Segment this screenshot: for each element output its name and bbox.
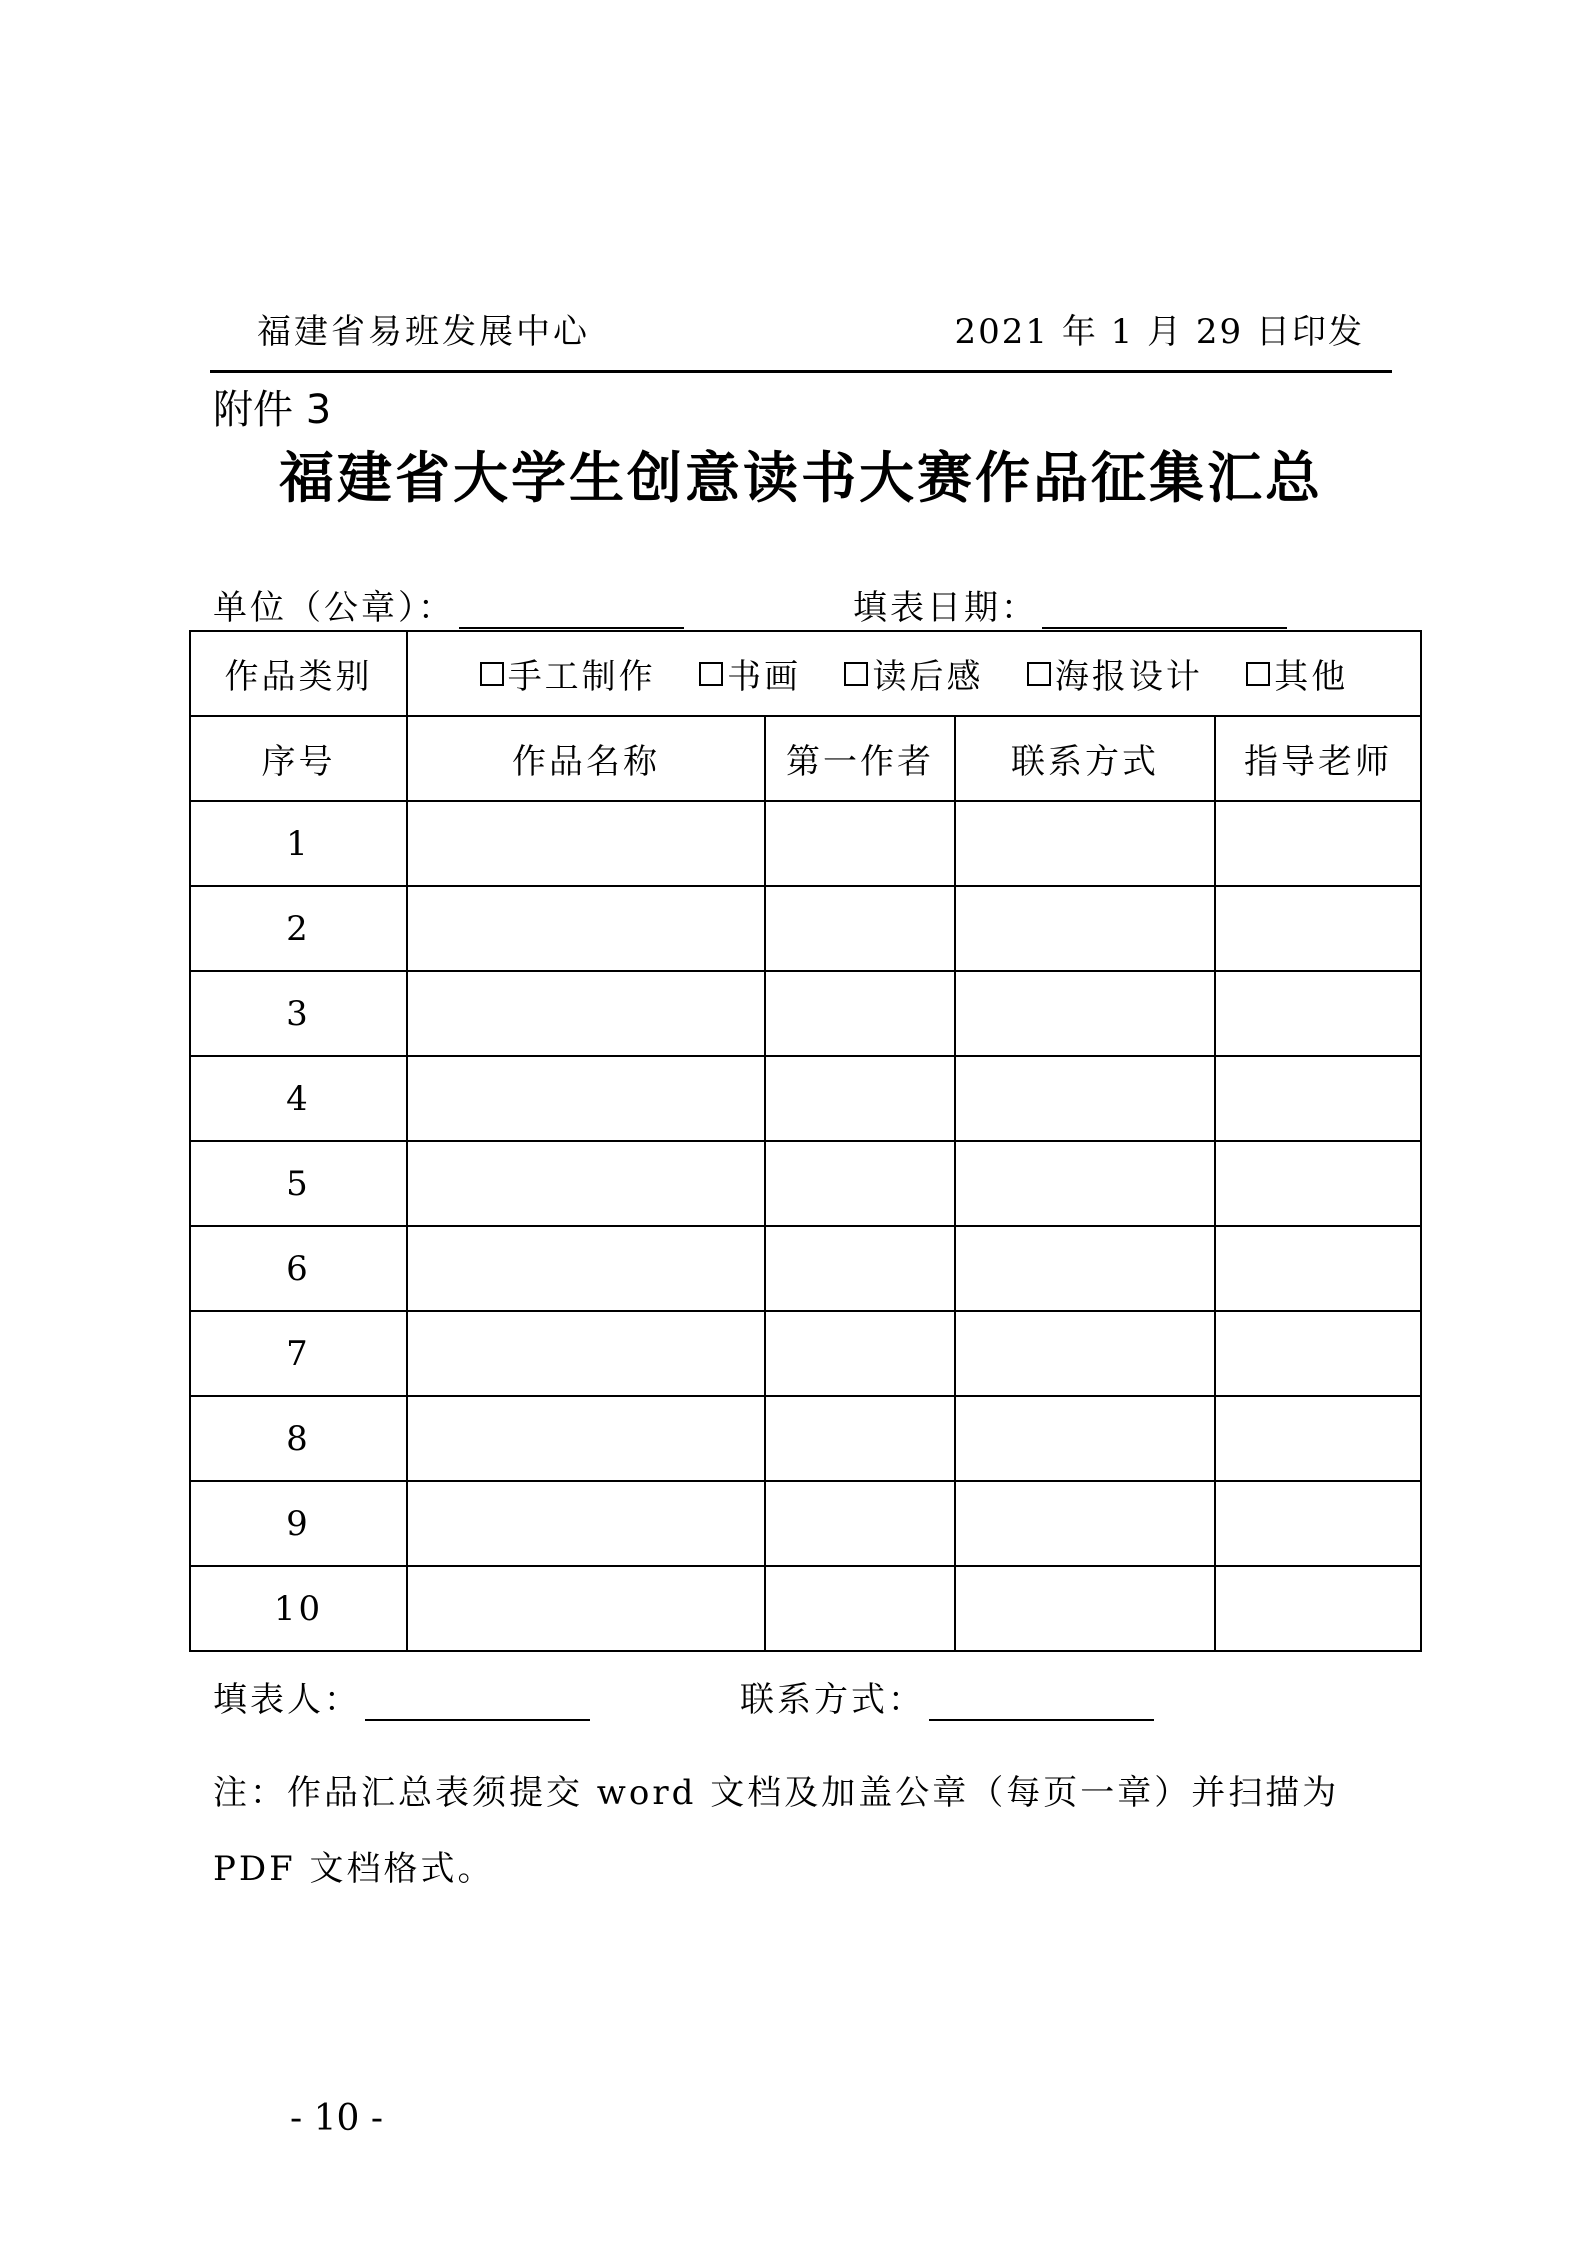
table-cell[interactable] bbox=[955, 1566, 1215, 1651]
category-option[interactable]: 海报设计 bbox=[1027, 649, 1203, 698]
row-number: 10 bbox=[190, 1566, 407, 1651]
table-cell[interactable] bbox=[407, 1481, 765, 1566]
checkbox-icon[interactable] bbox=[1027, 662, 1051, 686]
submission-table bbox=[189, 630, 1422, 1652]
table-row bbox=[190, 1566, 1421, 1651]
table-cell[interactable] bbox=[407, 886, 765, 971]
table-cell[interactable] bbox=[765, 1056, 955, 1141]
table-cell[interactable] bbox=[1215, 1311, 1421, 1396]
table-cell[interactable] bbox=[765, 801, 955, 886]
category-option[interactable]: 书画 bbox=[699, 649, 801, 698]
table-cell[interactable] bbox=[1215, 971, 1421, 1056]
table-row bbox=[190, 1141, 1421, 1226]
table-cell[interactable] bbox=[765, 1141, 955, 1226]
table-cell[interactable] bbox=[407, 1311, 765, 1396]
table-row bbox=[190, 1311, 1421, 1396]
column-header: 第一作者 bbox=[765, 716, 955, 801]
category-option[interactable]: 手工制作 bbox=[480, 649, 656, 698]
category-options bbox=[407, 631, 1421, 716]
table-cell[interactable] bbox=[407, 1141, 765, 1226]
row-number: 2 bbox=[190, 886, 407, 971]
column-header: 指导老师 bbox=[1215, 716, 1421, 801]
unit-label: 单位（公章）： bbox=[213, 588, 455, 628]
note-text: 注：作品汇总表须提交 word 文档及加盖公章（每页一章）并扫描为 PDF 文档格式。 bbox=[213, 1773, 1340, 1889]
table-cell[interactable] bbox=[955, 1226, 1215, 1311]
table-row bbox=[190, 1226, 1421, 1311]
date-label: 填表日期： bbox=[853, 588, 1038, 628]
row-number: 7 bbox=[190, 1311, 407, 1396]
category-row bbox=[190, 631, 1421, 716]
table-cell[interactable] bbox=[955, 1481, 1215, 1566]
table-cell[interactable] bbox=[765, 1226, 955, 1311]
table-cell[interactable] bbox=[1215, 1481, 1421, 1566]
category-option[interactable]: 读后感 bbox=[844, 649, 983, 698]
unit-field bbox=[213, 580, 684, 629]
table-cell[interactable] bbox=[407, 1566, 765, 1651]
table-cell[interactable] bbox=[1215, 1566, 1421, 1651]
row-number: 4 bbox=[190, 1056, 407, 1141]
table-cell[interactable] bbox=[1215, 1396, 1421, 1481]
checkbox-icon[interactable] bbox=[844, 662, 868, 686]
table-cell[interactable] bbox=[765, 1481, 955, 1566]
checkbox-icon[interactable] bbox=[480, 662, 504, 686]
table-cell[interactable] bbox=[1215, 886, 1421, 971]
table-cell[interactable] bbox=[407, 1056, 765, 1141]
table-cell[interactable] bbox=[765, 971, 955, 1056]
table-cell[interactable] bbox=[955, 971, 1215, 1056]
page-number: - 10 - bbox=[290, 2098, 384, 2139]
header-date: 2021 年 1 月 29 日印发 bbox=[954, 312, 1364, 352]
date-blank[interactable] bbox=[1042, 595, 1287, 629]
page-title: 福建省大学生创意读书大赛作品征集汇总 bbox=[278, 446, 1323, 510]
unit-blank[interactable] bbox=[459, 595, 684, 629]
row-number: 1 bbox=[190, 801, 407, 886]
table-cell[interactable] bbox=[765, 1311, 955, 1396]
column-header: 序号 bbox=[190, 716, 407, 801]
header-divider bbox=[210, 370, 1392, 373]
table-cell[interactable] bbox=[955, 1141, 1215, 1226]
contact-field bbox=[740, 1672, 1154, 1721]
column-header: 作品名称 bbox=[407, 716, 765, 801]
table-cell[interactable] bbox=[765, 886, 955, 971]
table-row bbox=[190, 801, 1421, 886]
table-cell[interactable] bbox=[407, 1226, 765, 1311]
table-cell[interactable] bbox=[955, 801, 1215, 886]
category-label: 作品类别 bbox=[190, 631, 407, 716]
table-cell[interactable] bbox=[1215, 1056, 1421, 1141]
table-cell[interactable] bbox=[765, 1396, 955, 1481]
header-org: 福建省易班发展中心 bbox=[257, 312, 590, 352]
row-number: 3 bbox=[190, 971, 407, 1056]
table-cell[interactable] bbox=[1215, 1141, 1421, 1226]
contact-label: 联系方式： bbox=[740, 1680, 925, 1720]
header-row bbox=[190, 716, 1421, 801]
row-number: 5 bbox=[190, 1141, 407, 1226]
table-cell[interactable] bbox=[955, 1396, 1215, 1481]
table-row bbox=[190, 886, 1421, 971]
contact-blank[interactable] bbox=[929, 1687, 1154, 1721]
filler-field bbox=[213, 1672, 590, 1721]
filler-blank[interactable] bbox=[365, 1687, 590, 1721]
category-option[interactable]: 其他 bbox=[1246, 649, 1348, 698]
date-field bbox=[853, 580, 1287, 629]
filler-label: 填表人： bbox=[213, 1680, 361, 1720]
table-row bbox=[190, 971, 1421, 1056]
table-cell[interactable] bbox=[765, 1566, 955, 1651]
table-cell[interactable] bbox=[407, 971, 765, 1056]
table-cell[interactable] bbox=[407, 801, 765, 886]
table-row bbox=[190, 1481, 1421, 1566]
attachment-label: 附件 3 bbox=[213, 387, 332, 433]
row-number: 9 bbox=[190, 1481, 407, 1566]
table-cell[interactable] bbox=[1215, 801, 1421, 886]
table-cell[interactable] bbox=[407, 1396, 765, 1481]
table-cell[interactable] bbox=[955, 1311, 1215, 1396]
table-row bbox=[190, 1396, 1421, 1481]
table-cell[interactable] bbox=[955, 1056, 1215, 1141]
table-row bbox=[190, 1056, 1421, 1141]
column-header: 联系方式 bbox=[955, 716, 1215, 801]
checkbox-icon[interactable] bbox=[1246, 662, 1270, 686]
checkbox-icon[interactable] bbox=[699, 662, 723, 686]
row-number: 8 bbox=[190, 1396, 407, 1481]
table-cell[interactable] bbox=[955, 886, 1215, 971]
table-cell[interactable] bbox=[1215, 1226, 1421, 1311]
row-number: 6 bbox=[190, 1226, 407, 1311]
